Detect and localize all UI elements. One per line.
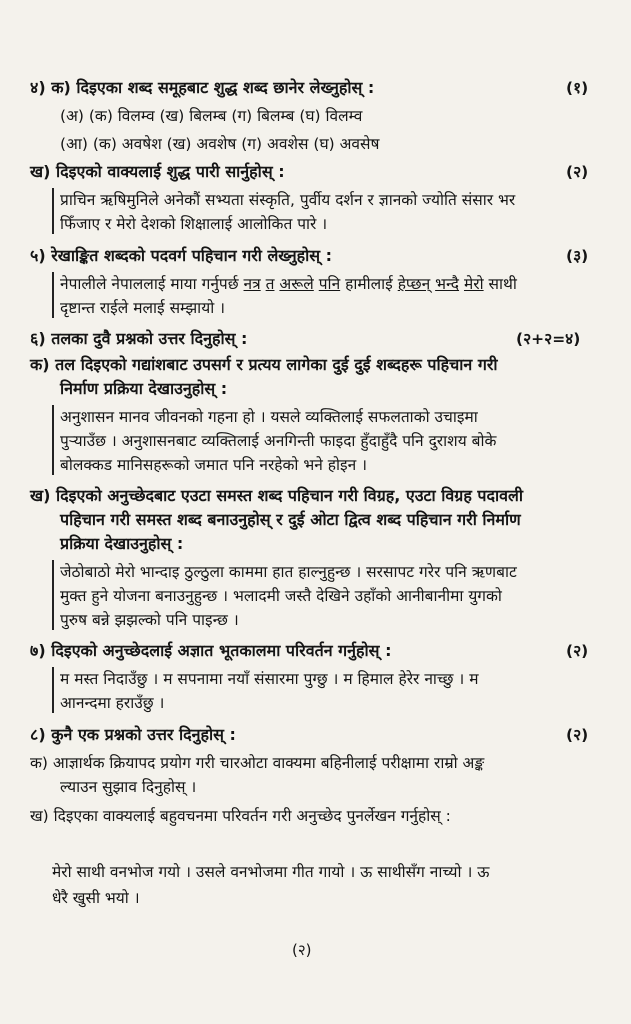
q7-text-1: म मस्त निदाउँछु । म सपनामा नयाँ संसारमा पुग्छु । म हिमाल हेरेर नाच्छु । म	[60, 670, 479, 688]
underlined-word: अरूले	[279, 275, 314, 293]
q4-kha-text-1: प्राचिन ऋषिमुनिले अनेकौं सभ्यता संस्कृति, पुर्वीय दर्शन र ज्ञानको ज्योति संसार भर	[60, 191, 516, 209]
page-number: (२)	[292, 941, 312, 959]
q5-heading: ५) रेखाङ्कित शब्दको पदवर्ग पहिचान गरी लेख्नुहोस् :	[30, 246, 333, 265]
q4-kha-text-2: फिँजाए र मेरो देशको शिक्षालाई आलोकित पारे ।	[60, 215, 328, 233]
q8-kha-text-1: मेरो साथी वनभोज गयो । उसले वनभोजमा गीत गायो । ऊ साथीसँग नाच्यो । ऊ	[52, 863, 490, 881]
q8-heading: ८) कुनै एक प्रश्नको उत्तर दिनुहोस् :	[30, 725, 236, 744]
q6-kha-answer-rule	[52, 560, 54, 630]
q6-ka-heading-2: निर्माण प्रक्रिया देखाउनुहोस् :	[60, 379, 228, 398]
q6-kha-heading-2: पहिचान गरी समस्त शब्द बनाउनुहोस् र दुई ओटा द्वित्व शब्द पहिचान गरी निर्माण	[60, 510, 521, 529]
q4-kha-answer-rule	[52, 188, 54, 234]
underlined-word: मेरो	[463, 275, 484, 293]
q6-ka-text-2: पुऱ्याउँछ । अनुशासनबाट व्यक्तिलाई अनगिन्ती फाइदा हुँदाहुँदै पनि दुराशय बोके	[60, 432, 497, 450]
q6-kha-heading-3: प्रक्रिया देखाउनुहोस् :	[60, 534, 184, 553]
q5-text-1: नेपालीले नेपाललाई माया गर्नुपर्छ नत्र त अरूले पनि हामीलाई हेप्छन् भन्दै मेरो साथी	[60, 275, 517, 293]
underlined-word: भन्दै	[435, 275, 460, 293]
q5-marks: (३)	[566, 247, 589, 265]
q8-kha-text-2: धेरै खुसी भयो ।	[52, 889, 140, 907]
q7-marks: (२)	[566, 642, 589, 660]
q6-ka-text-3: बोलक्कड मानिसहरूको जमात पनि नरहेको भने होइन ।	[60, 456, 368, 474]
q8-ka-2: ल्याउन सुझाव दिनुहोस् ।	[60, 778, 197, 796]
q6-kha-text-3: पुरुष बन्ने झझल्को पनि पाइन्छ ।	[60, 611, 239, 629]
q7-text-2: आनन्दमा हराउँछु ।	[60, 694, 165, 712]
q6-ka-text-1: अनुशासन मानव जीवनको गहना हो । यसले व्यक्तिलाई सफलताको उचाइमा	[60, 408, 478, 426]
underlined-word: पनि	[318, 275, 341, 293]
q8-kha: ख) दिइएका वाक्यलाई बहुवचनमा परिवर्तन गरी अनुच्छेद पुनर्लेखन गर्नुहोस् :	[30, 807, 451, 825]
q8-ka-1: क) आज्ञार्थक क्रियापद प्रयोग गरी चारओटा वाक्यमा बहिनीलाई परीक्षामा राम्रो अङ्क	[30, 754, 485, 772]
underlined-word: त	[265, 275, 275, 293]
q6-ka-heading-1: क) तल दिइएको गद्यांशबाट उपसर्ग र प्रत्यय लागेका दुई दुई शब्दहरू पहिचान गरी	[30, 355, 498, 374]
q6-ka-answer-rule	[52, 405, 54, 475]
q4-ka-options-1: (अ) (क) विलम्व (ख) बिलम्ब (ग) बिलम्ब (घ) विलम्व	[60, 107, 363, 125]
q7-heading: ७) दिइएको अनुच्छेदलाई अज्ञात भूतकालमा परिवर्तन गर्नुहोस् :	[30, 641, 392, 660]
q6-kha-heading-1: ख) दिइएको अनुच्छेदबाट एउटा समस्त शब्द पहिचान गरी विग्रह, एउटा विग्रह पदावली	[30, 486, 524, 505]
q4-ka-heading: ४) क) दिइएका शब्द समूहबाट शुद्ध शब्द छानेर लेख्नुहोस् :	[30, 78, 375, 97]
q4-ka-marks: (१)	[566, 79, 589, 97]
q4-kha-heading: ख) दिइएको वाक्यलाई शुद्ध पारी सार्नुहोस् :	[30, 162, 285, 181]
q6-kha-text-2: मुक्त हुने योजना बनाउनुहुन्छ । भलादमी जस्तै देखिने उहाँको आनीबानीमा युगको	[60, 587, 502, 605]
q8-marks: (२)	[566, 726, 589, 744]
q5-answer-rule	[52, 272, 54, 318]
q4-kha-marks: (२)	[566, 163, 589, 181]
q6-heading: ६) तलका दुवै प्रश्नको उत्तर दिनुहोस् :	[30, 329, 248, 348]
underlined-word: हेप्छन्	[397, 275, 431, 293]
underlined-word: नत्र	[243, 275, 261, 293]
q5-text-2: दृष्टान्त राईले मलाई सम्झायो ।	[60, 299, 226, 317]
q6-kha-text-1: जेठोबाठो मेरो भान्दाइ ठुल्ठुला काममा हात हाल्नुहुन्छ । सरसापट गरेर पनि ऋणबाट	[60, 563, 517, 581]
q4-ka-options-2: (आ) (क) अवषेश (ख) अवशेष (ग) अवशेस (घ) अवसेष	[60, 135, 380, 153]
q6-marks: (२+२=४)	[516, 330, 581, 348]
q7-answer-rule	[52, 667, 54, 713]
